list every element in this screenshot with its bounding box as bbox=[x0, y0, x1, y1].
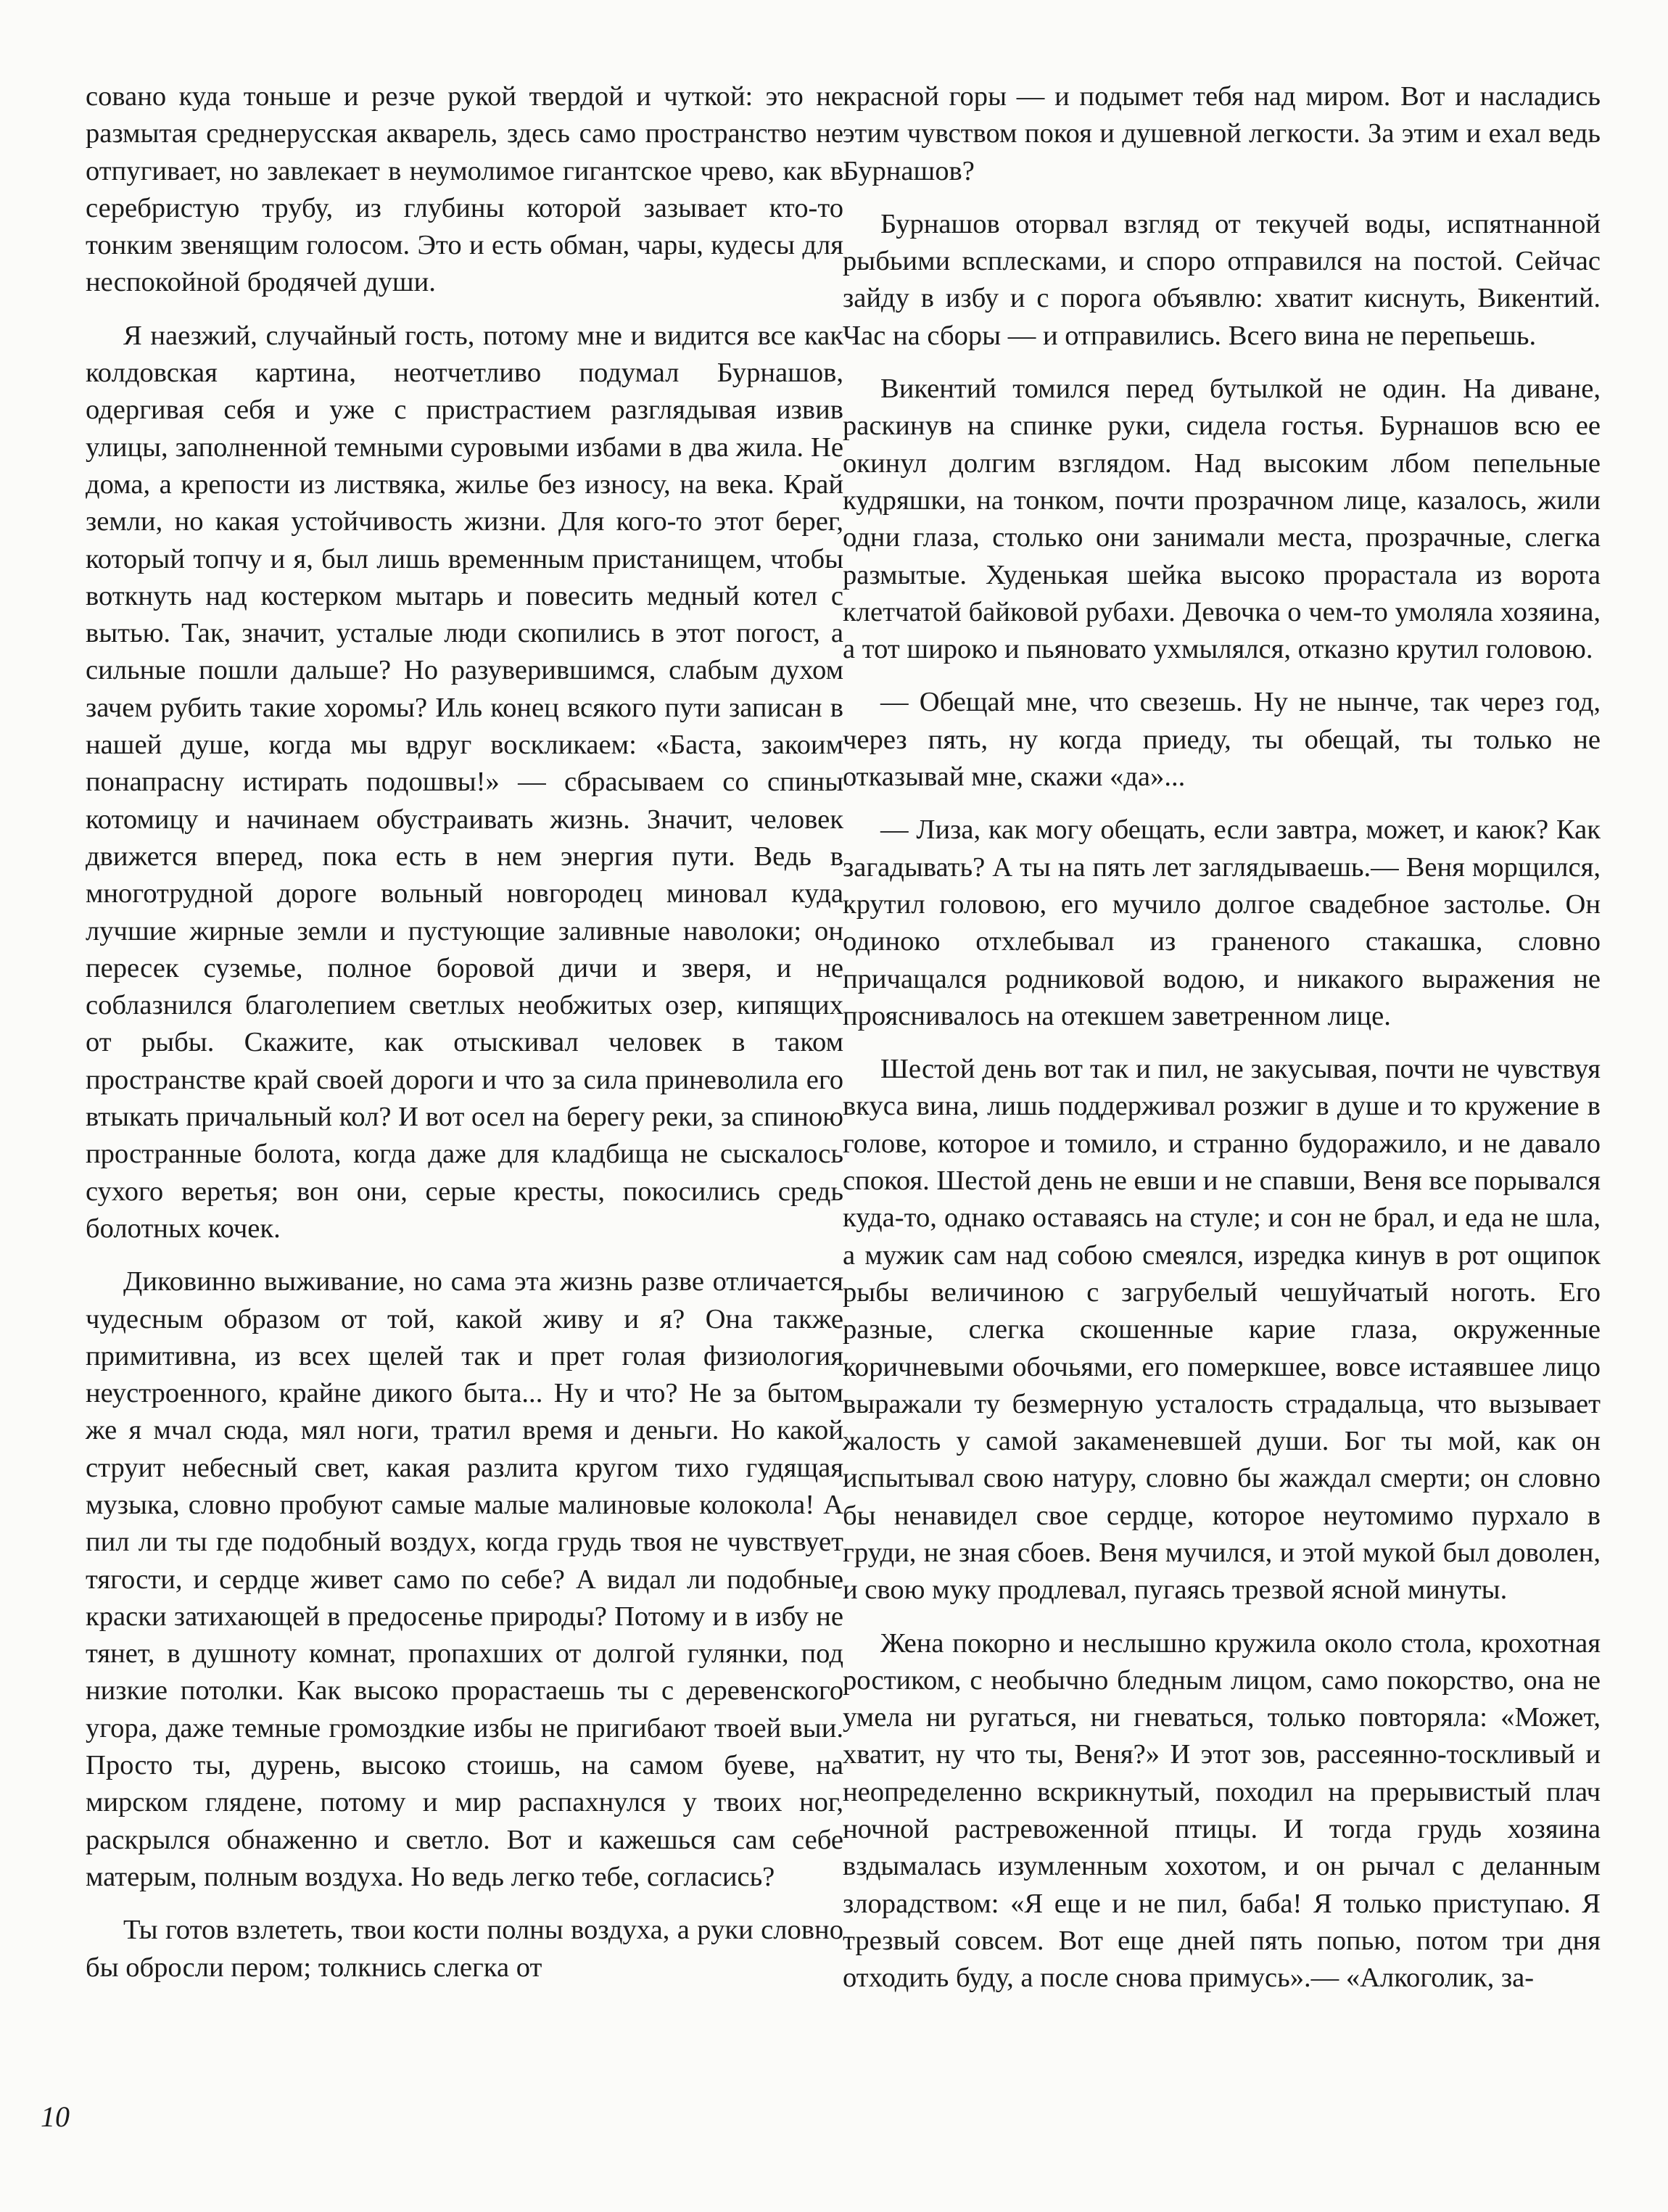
paragraph: Шестой день вот так и пил, не закусывая, почти не чувствуя вкуса вина, лишь поддерживал розжиг в душе и то кружение в голове, которое и томило, и странно будоражило, и не давало спокоя. Шестой день не евши и не спавши, Веня все порывался куда-то, однако оставаясь на стуле; и сон не брал, и еда не шла, а мужик сам над собою смеялся, изредка кинув в рот ощипок рыбы величиною с загрубелый чешуйчатый ноготь. Его разные, слегка скошенные карие глаза, окруженные коричневыми обочьями, его померкшее, вовсе истаявшее лицо выражали ту безмерную усталость страдальца, что вызывает жалость у самой закаменевшей души. Бог ты мой, как он испытывал свою натуру, словно бы жаждал смерти; он словно бы ненавидел свое сердце, которое неутомимо пурхало в груди, не зная сбоев. Веня мучился, и этой мукой был доволен, и свою муку продлевал, пугаясь трезвой ясной минуты. bbox=[843, 1054, 1601, 1606]
paragraph: Бурнашов оторвал взгляд от текучей воды, испятнанной рыбьими всплесками, и споро отправился на постой. Сейчас зайду в избу и с порога объявлю: хватит киснуть, Викентий. Час на сборы — и отправились. Всего вина не перепьешь. bbox=[843, 208, 1601, 351]
paragraph: Жена покорно и неслышно кружила около стола, крохотная ростиком, с необычно бледным лицом, само покорство, она не умела ни ругаться, ни гневаться, только повторяла: «Может, хватит, ну что ты, Веня?» И этот зов, рассеянно-тоскливый и неопределенно вскрикнутый, походил на прерывистый плач ночной растревоженной птицы. И тогда грудь хозяина вздымалась изумленным хохотом, и он рычал с деланным злорадством: «Я еще и не пил, баба! Я только приступаю. Я трезвый совсем. Вот еще дней пять попью, потом три дня отходить буду, а после снова примусь».— «Алкоголик, за- bbox=[843, 1627, 1601, 1994]
paragraph: Викентий томился перед бутылкой не один. На диване, раскинув на спинке руки, сидела гостья. Бурнашов всю ее окинул долгим взглядом. Над высоким лбом пепельные кудряшки, на тонком, почти прозрачном лице, казалось, жили одни глаза, столько они занимали места, прозрачные, слегка размытые. Худенькая шейка высоко прорастала из ворота клетчатой байковой рубахи. Девочка о чем-то умоляла хозяина, а тот широко и пьяновато ухмылялся, отказно крутил головою. bbox=[843, 374, 1601, 665]
right-text-column bbox=[843, 78, 1601, 2013]
paragraph: Ты готов взлететь, твои кости полны воздуха, а руки словно бы обросли пером; толкнись слегка от bbox=[86, 1915, 843, 1983]
left-text-column bbox=[86, 78, 843, 2002]
paragraph: Диковинно выживание, но сама эта жизнь разве отличается чудесным образом от той, какой живу и я? Она также примитивна, из всех щелей так и прет голая физиология неустроенного, крайне дикого быта... Ну и что? Не за бытом же я мчал сюда, мял ноги, тратил время и деньги. Но какой струит небесный свет, какая разлита кругом тихо гудящая музыка, словно пробуют самые малые малиновые колокола! А пил ли ты где подобный воздух, когда грудь твоя не чувствует тягости, и сердце живет само по себе? А видал ли подобные краски затихающей в предосенье природы? Потому и в избу не тянет, в душноту комнат, пропахших от долгой гулянки, под низкие потолки. Как высоко прорастаешь ты с деревенского угора, даже темные громоздкие избы не пригибают твоей выи. Просто ты, дурень, высоко стоишь, на самом буеве, на мирском глядене, потому и мир распахнулся у твоих ног, раскрылся обнаженно и светло. Вот и кажешься сам себе матерым, полным воздуха. Но ведь легко тебе, согласись? bbox=[86, 1266, 843, 1892]
dialogue-paragraph: — Обещай мне, что свезешь. Ну не нынче, так через год, через пять, ну когда приеду, ты обещай, ты только не отказывай мне, скажи «да»... bbox=[843, 687, 1601, 793]
paragraph: Я наезжий, случайный гость, потому мне и видится все как колдовская картина, неотчетливо подумал Бурнашов, одергивая себя и уже с пристрастием разглядывая извив улицы, заполненной темными суровыми избами в два жила. Не дома, а крепости из листвяка, жилье без износу, на века. Край земли, но какая устойчивость жизни. Для кого-то этот берег, который топчу и я, был лишь временным пристанищем, чтобы воткнуть над костерком мытарь и повесить медный котел с вытью. Так, значит, усталые люди скопились в этот погост, а сильные пошли дальше? Но разуверившимся, слабым духом зачем рубить такие хоромы? Иль конец всякого пути записан в нашей душе, когда мы вдруг воскликаем: «Баста, закоим понапрасну истирать подошвы!» — сбрасываем со спины котомицу и начинаем обустраивать жизнь. Значит, человек движется вперед, пока есть в нем энергия пути. Ведь в многотрудной дороге вольный новгородец миновал куда лучшие жирные земли и пустующие заливные наволоки; он пересек суземье, полное боровой дичи и зверя, и не соблазнился благолепием светлых необжитых озер, кипящих от рыбы. Скажите, как отыскивал человек в таком пространстве край своей дороги и что за сила приневолила его втыкать причальный кол? И вот осел на берегу реки, за спиною пространные болота, когда даже для кладбища не сыскалось сухого веретья; вон они, серые кресты, покосились средь болотных кочек. bbox=[86, 320, 843, 1244]
paragraph: красной горы — и подымет тебя над миром. Вот и насладись этим чувством покоя и душевной легкости. За этим и ехал ведь Бурнашов? bbox=[843, 81, 1601, 186]
paragraph: совано куда тоньше и резче рукой твердой и чуткой: это не размытая среднерусская акварель, здесь само пространство не отпугивает, но завлекает в неумолимое гигантское чрево, как в серебристую трубу, из глубины которой зазывает кто-то тонким звенящим голосом. Это и есть обман, чары, кудесы для неспокойной бродячей души. bbox=[86, 81, 843, 298]
dialogue-paragraph: — Лиза, как могу обещать, если завтра, может, и каюк? Как загадывать? А ты на пять лет заглядываешь.— Веня морщился, крутил головою, его мучило долгое свадебное застолье. Он одиноко отхлебывал из граненого стакашка, словно причащался родниковой водою, и никакого выражения не прояснивалось на отекшем заветренном лице. bbox=[843, 814, 1601, 1031]
page-number: 10 bbox=[41, 2100, 70, 2133]
